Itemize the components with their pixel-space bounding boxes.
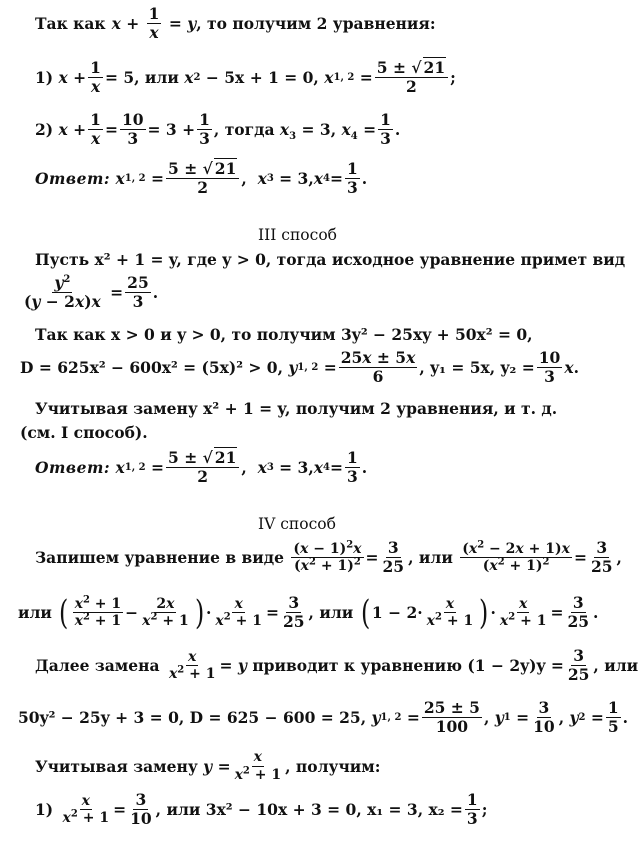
text: = 5, или — [104, 68, 179, 88]
fraction: $\frac{1}{x}$ — [148, 4, 160, 43]
fraction: $\frac{5 \pm √ 21}{2}$ — [375, 60, 448, 96]
line-1: Так как x + $\frac{1}{x}$ = y , то получим 2 уравнения: — [35, 4, 436, 43]
paragraph: Учитывая замену x² + 1 = y, получим 2 уравнения, и т. д. — [35, 399, 558, 418]
line-3: 2) x + $\frac{1}{x}$ = $\frac{10}{3}$ = 3 + $\frac{1}{3}$ , тогда $x_3 = 3$, $x_4$ = $\frac{1}{3}$ . — [35, 110, 401, 149]
paragraph: (см. I способ). — [20, 423, 148, 442]
equation: 1) $\frac{x}{x^2 + 1}$ = $\frac{3}{10}$ , или 3x² − 10x + 3 = 0, x₁ = 3, x₂ = $\frac{1}{3}$ ; — [35, 790, 488, 829]
text: , то получим 2 уравнения: — [196, 14, 436, 34]
line-2: 1) x + $\frac{1}{x}$ = 5, или x 2 − 5x + 1 = 0, x 1, 2 = $\frac{5 \pm √ 21}{2}$ ; — [35, 58, 456, 97]
item-number: 1) — [35, 68, 54, 88]
equation: 50y² − 25y + 3 = 0, D = 625 − 600 = 25, y 1, 2 = $\frac{25 \pm 5}{100}$ , y 1 = $\frac{3}{10}$ , y 2 = $\frac{1}{5}$ . — [18, 698, 629, 737]
equation: или ( $\frac{x^2 + 1}{x^2 + 1}$ − $\frac{2x}{x^2 + 1}$ ) · $\frac{x}{x^2 + 1}$ = $\frac{3}{25}$ , или ( 1 − 2· $\frac{x}{x^2 + 1}$ ) · $\frac{x}{x^2 + 1}$ = $\frac{3}{25}$ . — [18, 592, 599, 633]
answer-2: Ответ: x 1, 2 = $\frac{5 \pm √ 21}{2}$ , x 3 = 3, x 4 = $\frac{1}{3}$ . — [35, 448, 368, 487]
equation: Учитывая замену y = $\frac{x}{x^2 + 1}$ , получим: — [35, 749, 381, 783]
equation: Запишем уравнение в виде $\frac{(x - 1)^2x}{(x^2 + 1)^2}$ = $\frac{3}{25}$ , или $\frac{(x^2 - 2x + 1)x}{(x^2 + 1)^2}$ = $\frac{3}{25}$ , — [35, 538, 622, 577]
section-heading-3: III способ — [258, 226, 337, 244]
paragraph: Так как x > 0 и y > 0, то получим 3y² − 25xy + 50x² = 0, — [35, 325, 533, 344]
equation: $\frac{y^2}{(y - 2x)x}$ = $\frac{25}{3}$ . — [24, 273, 159, 312]
paragraph: Пусть x² + 1 = y, где y > 0, тогда исходное уравнение примет вид — [35, 250, 626, 269]
text: − 5x + 1 = 0, — [205, 68, 319, 88]
section-heading-4: IV способ — [258, 515, 336, 533]
fraction: $\frac{1}{x}$ — [90, 58, 101, 97]
equation: D = 625x² − 600x² = (5x)² > 0, y 1, 2 = $\frac{25x \pm 5x}{6}$ , y₁ = 5x, y₂ = $\frac{10}{3}$ x . — [20, 348, 579, 387]
item-number: 2) — [35, 120, 54, 140]
equation: Далее замена $\frac{x}{x^2 + 1}$ = y приводит к уравнению (1 − 2y)y = $\frac{3}{25}$ , или — [35, 646, 638, 685]
text: Так как — [35, 14, 106, 34]
answer-label: Ответ: — [35, 169, 111, 189]
answer-1: Ответ: x 1, 2 = $\frac{5 \pm √ 21}{2}$ , x 3 = 3, x 4 = $\frac{1}{3}$ . — [35, 159, 368, 198]
